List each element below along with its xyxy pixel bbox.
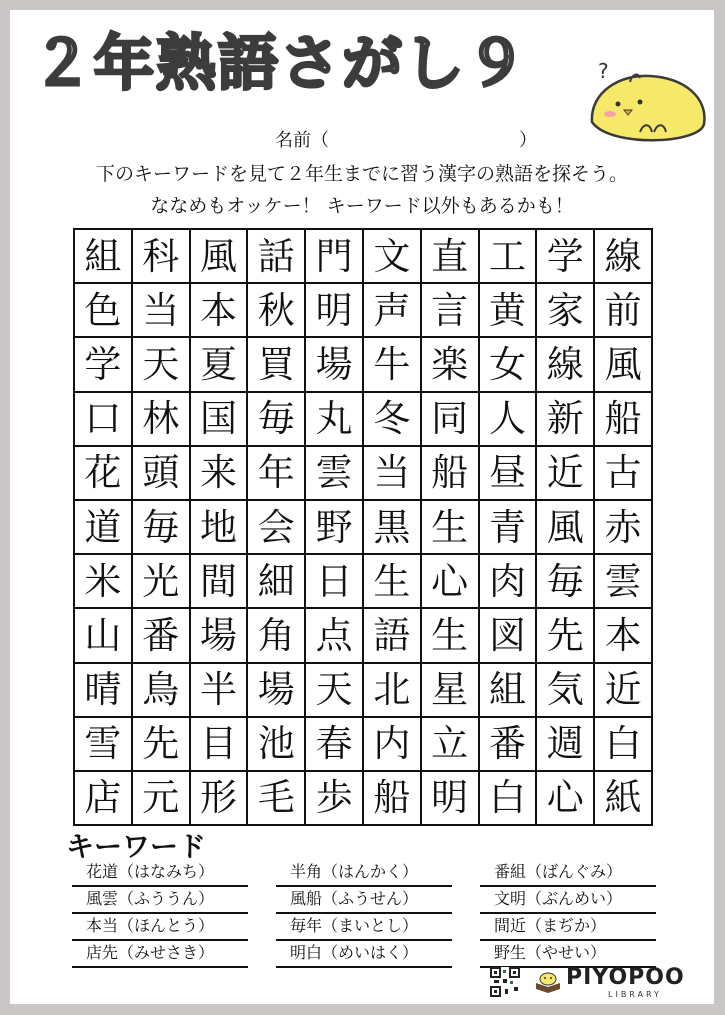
- grid-cell: 立: [422, 718, 480, 772]
- chick-mascot-icon: [580, 52, 720, 152]
- grid-cell: 点: [306, 609, 364, 663]
- grid-cell: 明: [306, 284, 364, 338]
- logo-subtext: LIBRARY: [608, 990, 662, 999]
- logo-text: PIYOPOO: [566, 965, 685, 990]
- keyword-item: 間近（まぢか）: [480, 914, 656, 941]
- grid-cell: 心: [537, 772, 595, 826]
- grid-cell: 組: [75, 230, 133, 284]
- instruction-line-2: ななめもオッケー！ キーワード以外もあるかも！: [150, 195, 574, 217]
- name-close-paren: ）: [519, 130, 537, 151]
- grid-cell: 雲: [595, 555, 653, 609]
- instructions: [10, 158, 714, 222]
- grid-cell: 冬: [364, 393, 422, 447]
- grid-cell: 毎: [133, 501, 191, 555]
- grid-cell: 言: [422, 284, 480, 338]
- keyword-item: 半角（はんかく）: [276, 860, 452, 887]
- grid-cell: 先: [537, 609, 595, 663]
- grid-cell: 場: [248, 664, 306, 718]
- grid-cell: 白: [595, 718, 653, 772]
- grid-cell: 晴: [75, 664, 133, 718]
- grid-cell: 星: [422, 664, 480, 718]
- grid-cell: 丸: [306, 393, 364, 447]
- grid-cell: 本: [595, 609, 653, 663]
- grid-cell: 形: [191, 772, 249, 826]
- grid-cell: 天: [133, 338, 191, 392]
- grid-cell: 前: [595, 284, 653, 338]
- keyword-column-2: [276, 860, 452, 968]
- grid-cell: 気: [537, 664, 595, 718]
- grid-cell: 楽: [422, 338, 480, 392]
- grid-cell: 本: [191, 284, 249, 338]
- grid-cell: 学: [537, 230, 595, 284]
- keywords-heading: キーワード: [66, 830, 207, 863]
- grid-cell: 内: [364, 718, 422, 772]
- grid-cell: 先: [133, 718, 191, 772]
- grid-cell: 近: [537, 447, 595, 501]
- keyword-column-1: [72, 860, 248, 968]
- grid-cell: 色: [75, 284, 133, 338]
- grid-cell: 直: [422, 230, 480, 284]
- grid-cell: 光: [133, 555, 191, 609]
- grid-cell: 門: [306, 230, 364, 284]
- grid-cell: 当: [364, 447, 422, 501]
- name-field: [275, 126, 537, 152]
- grid-cell: 人: [480, 393, 538, 447]
- grid-cell: 学: [75, 338, 133, 392]
- grid-cell: 青: [480, 501, 538, 555]
- grid-cell: 春: [306, 718, 364, 772]
- keyword-item: 本当（ほんとう）: [72, 914, 248, 941]
- grid-cell: 女: [480, 338, 538, 392]
- grid-cell: 林: [133, 393, 191, 447]
- grid-cell: 家: [537, 284, 595, 338]
- keyword-item: 風船（ふうせん）: [276, 887, 452, 914]
- grid-cell: 天: [306, 664, 364, 718]
- grid-cell: 赤: [595, 501, 653, 555]
- grid-cell: 番: [133, 609, 191, 663]
- grid-cell: 黄: [480, 284, 538, 338]
- keyword-item: 毎年（まいとし）: [276, 914, 452, 941]
- grid-cell: 生: [422, 501, 480, 555]
- grid-cell: 雪: [75, 718, 133, 772]
- grid-cell: 線: [595, 230, 653, 284]
- grid-cell: 会: [248, 501, 306, 555]
- grid-cell: 半: [191, 664, 249, 718]
- grid-cell: 生: [422, 609, 480, 663]
- grid-cell: 来: [191, 447, 249, 501]
- grid-cell: 年: [248, 447, 306, 501]
- worksheet-page: [10, 10, 714, 1004]
- keyword-item: 文明（ぶんめい）: [480, 887, 656, 914]
- grid-cell: 目: [191, 718, 249, 772]
- grid-cell: 図: [480, 609, 538, 663]
- footer: [490, 965, 710, 1001]
- keyword-item: 店先（みせさき）: [72, 941, 248, 968]
- grid-cell: 話: [248, 230, 306, 284]
- grid-cell: 工: [480, 230, 538, 284]
- grid-cell: 心: [422, 555, 480, 609]
- grid-cell: 口: [75, 393, 133, 447]
- keyword-item: 野生（やせい）: [480, 941, 656, 968]
- grid-cell: 番: [480, 718, 538, 772]
- grid-cell: 牛: [364, 338, 422, 392]
- question-mark: ?: [598, 59, 609, 83]
- grid-cell: 頭: [133, 447, 191, 501]
- grid-cell: 生: [364, 555, 422, 609]
- word-search-grid: [73, 228, 653, 826]
- grid-cell: 肉: [480, 555, 538, 609]
- grid-cell: 北: [364, 664, 422, 718]
- keyword-item: 明白（めいはく）: [276, 941, 452, 968]
- grid-cell: 店: [75, 772, 133, 826]
- grid-cell: 紙: [595, 772, 653, 826]
- grid-cell: 毎: [537, 555, 595, 609]
- grid-cell: 白: [480, 772, 538, 826]
- keyword-item: 番組（ばんぐみ）: [480, 860, 656, 887]
- qr-code-icon: [490, 967, 520, 997]
- keyword-item: 花道（はなみち）: [72, 860, 248, 887]
- grid-cell: 黒: [364, 501, 422, 555]
- name-label: 名前（: [275, 130, 329, 151]
- grid-cell: 当: [133, 284, 191, 338]
- grid-cell: 船: [364, 772, 422, 826]
- grid-cell: 場: [191, 609, 249, 663]
- grid-cell: 毛: [248, 772, 306, 826]
- grid-cell: 科: [133, 230, 191, 284]
- grid-cell: 買: [248, 338, 306, 392]
- grid-cell: 夏: [191, 338, 249, 392]
- grid-cell: 日: [306, 555, 364, 609]
- grid-cell: 元: [133, 772, 191, 826]
- grid-cell: 毎: [248, 393, 306, 447]
- grid-cell: 新: [537, 393, 595, 447]
- grid-cell: 秋: [248, 284, 306, 338]
- grid-cell: 細: [248, 555, 306, 609]
- keyword-column-3: [480, 860, 656, 968]
- grid-cell: 組: [480, 664, 538, 718]
- grid-cell: 昼: [480, 447, 538, 501]
- grid-cell: 山: [75, 609, 133, 663]
- instruction-line-1: 下のキーワードを見て２年生までに習う漢字の熟語を探そう。: [95, 163, 628, 185]
- grid-cell: 船: [422, 447, 480, 501]
- keyword-item: 風雲（ふううん）: [72, 887, 248, 914]
- grid-cell: 角: [248, 609, 306, 663]
- grid-cell: 地: [191, 501, 249, 555]
- grid-cell: 同: [422, 393, 480, 447]
- grid-cell: 道: [75, 501, 133, 555]
- grid-cell: 船: [595, 393, 653, 447]
- book-chick-logo-icon: [534, 969, 562, 995]
- grid-cell: 場: [306, 338, 364, 392]
- grid-cell: 明: [422, 772, 480, 826]
- grid-cell: 間: [191, 555, 249, 609]
- grid-cell: 風: [595, 338, 653, 392]
- grid-cell: 古: [595, 447, 653, 501]
- grid-cell: 野: [306, 501, 364, 555]
- grid-cell: 雲: [306, 447, 364, 501]
- grid-cell: 近: [595, 664, 653, 718]
- grid-cell: 線: [537, 338, 595, 392]
- grid-cell: 国: [191, 393, 249, 447]
- grid-cell: 歩: [306, 772, 364, 826]
- grid-cell: 池: [248, 718, 306, 772]
- grid-cell: 鳥: [133, 664, 191, 718]
- worksheet-title: ２年熟語さがし９: [32, 29, 528, 99]
- grid-cell: 声: [364, 284, 422, 338]
- grid-cell: 風: [191, 230, 249, 284]
- grid-cell: 語: [364, 609, 422, 663]
- grid-cell: 米: [75, 555, 133, 609]
- grid-cell: 花: [75, 447, 133, 501]
- grid-cell: 風: [537, 501, 595, 555]
- grid-cell: 週: [537, 718, 595, 772]
- grid-cell: 文: [364, 230, 422, 284]
